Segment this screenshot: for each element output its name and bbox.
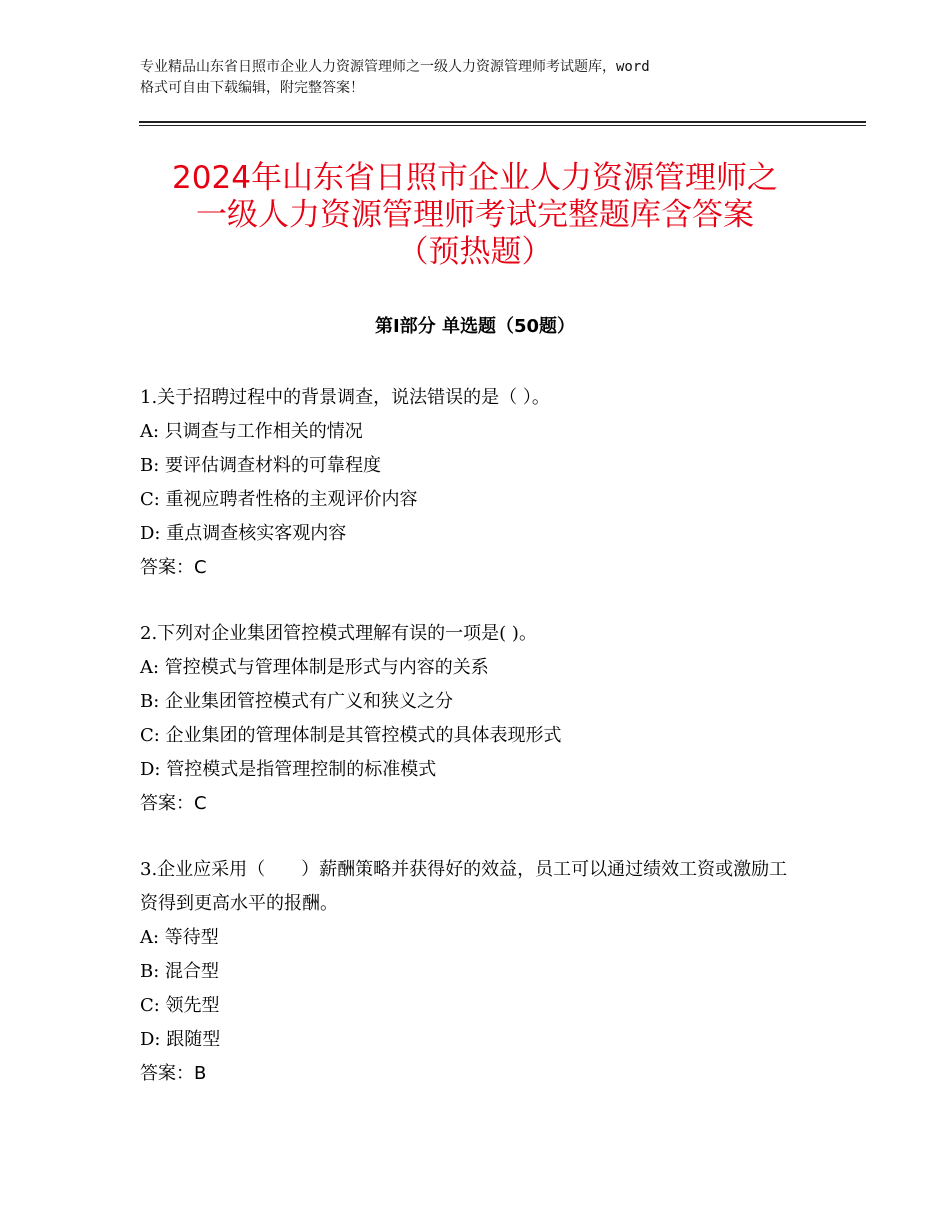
document-title-line-3: （预热题） bbox=[397, 234, 553, 270]
question-2 bbox=[140, 617, 820, 821]
header-divider-thick bbox=[139, 121, 866, 123]
document-title-line-1: 2024年山东省日照市企业人力资源管理师之 bbox=[172, 160, 778, 196]
option-b: B: 企业集团管控模式有广义和狭义之分 bbox=[140, 691, 454, 712]
answer-label: 答案：B bbox=[140, 1063, 207, 1084]
option-b: B: 要评估调查材料的可靠程度 bbox=[140, 455, 382, 476]
question-list bbox=[140, 381, 820, 1123]
option-c: C: 企业集团的管理体制是其管控模式的具体表现形式 bbox=[140, 725, 562, 746]
question-3 bbox=[140, 853, 820, 1091]
option-b: B: 混合型 bbox=[140, 961, 220, 982]
option-d: D: 重点调查核实客观内容 bbox=[140, 523, 347, 544]
answer-label: 答案：C bbox=[140, 557, 207, 578]
answer-label: 答案：C bbox=[140, 793, 207, 814]
option-a: A: 管控模式与管理体制是形式与内容的关系 bbox=[140, 657, 489, 678]
option-a: A: 等待型 bbox=[140, 927, 219, 948]
option-c: C: 重视应聘者性格的主观评价内容 bbox=[140, 489, 418, 510]
option-a: A: 只调查与工作相关的情况 bbox=[140, 421, 363, 442]
question-stem: 3.企业应采用（ ）薪酬策略并获得好的效益，员工可以通过绩效工资或激励工资得到更高水平的报酬。 bbox=[140, 859, 788, 914]
question-1 bbox=[140, 381, 820, 585]
document-title-line-2: 一级人力资源管理师考试完整题库含答案 bbox=[196, 197, 754, 233]
question-stem: 2.下列对企业集团管控模式理解有误的一项是( )。 bbox=[140, 623, 537, 644]
question-stem: 1.关于招聘过程中的背景调查，说法错误的是（ ）。 bbox=[140, 387, 550, 408]
section-heading: 第Ⅰ部分 单选题（50题） bbox=[374, 316, 575, 337]
option-d: D: 管控模式是指管理控制的标准模式 bbox=[140, 759, 437, 780]
option-c: C: 领先型 bbox=[140, 995, 220, 1016]
header-divider-thin bbox=[139, 125, 866, 126]
document-title bbox=[120, 160, 830, 271]
option-d: D: 跟随型 bbox=[140, 1029, 221, 1050]
header-note: 专业精品山东省日照市企业人力资源管理师之一级人力资源管理师考试题库，word 格式可自由下载编辑，附完整答案！ bbox=[140, 59, 650, 96]
